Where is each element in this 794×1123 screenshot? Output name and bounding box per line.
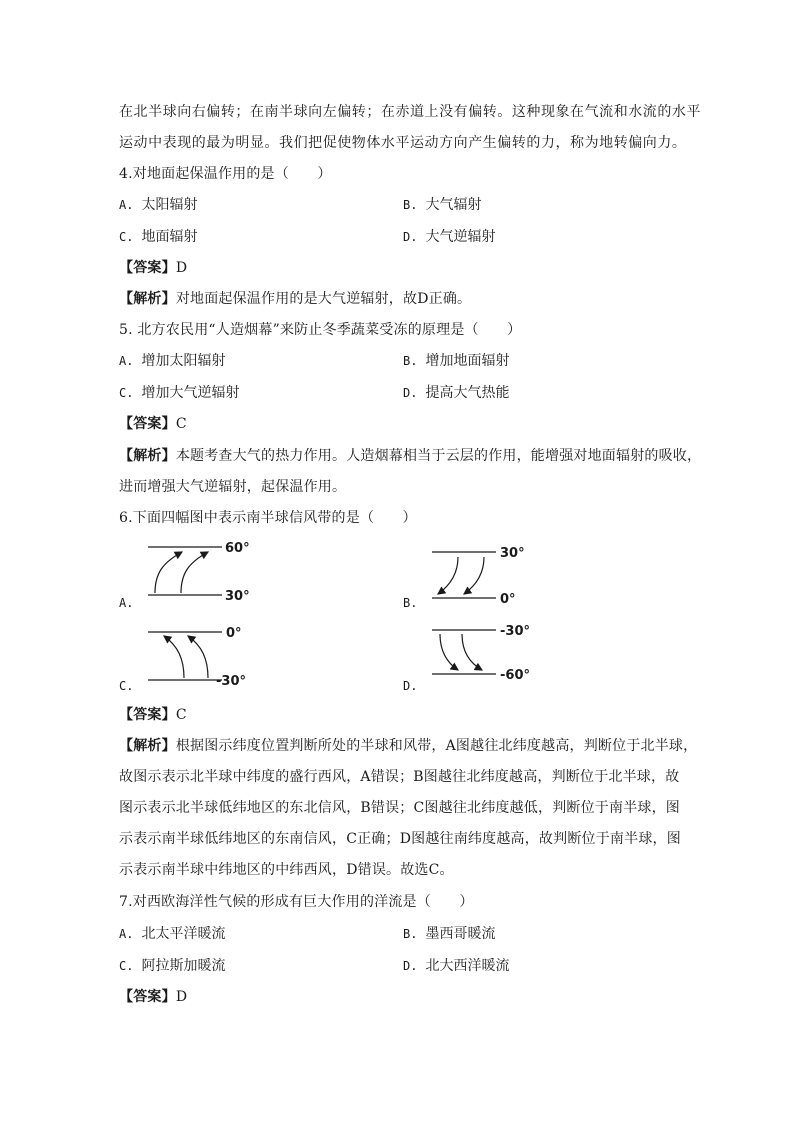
q6-analysis-line-4: 示表示南半球低纬地区的东南信风，C正确；D图越往南纬度越高，故判断位于南半球，图	[119, 831, 681, 847]
wind-arrow	[181, 552, 208, 593]
q7-option-a	[119, 925, 225, 943]
option-text: 阿拉斯加暖流	[141, 958, 226, 974]
q6-analysis-line-3: 图示表示北半球低纬地区的东北信风，B错误；C图越往北纬度越低，判断位于南半球，图	[119, 800, 680, 816]
analysis-label: 【解析】	[119, 738, 176, 754]
wind-arrow	[164, 636, 184, 678]
q4-option-c	[119, 228, 197, 246]
wind-arrow	[155, 552, 182, 593]
answer-value: C	[175, 416, 187, 432]
analysis-text: 本题考查大气的热力作用。人造烟幕相当于云层的作用，能增强对地面辐射的吸收，	[175, 448, 702, 464]
figure-d-letter: D.	[403, 679, 418, 693]
latitude-label-bottom: -30°	[216, 674, 246, 689]
q5-option-a	[119, 352, 225, 370]
q6-analysis-line-5: 示表示南半球中纬地区的中纬西风，D错误。故选C。	[119, 862, 454, 878]
option-text: 北太平洋暖流	[141, 926, 226, 942]
answer-label: 【答案】	[119, 707, 176, 723]
q7-option-c	[119, 957, 225, 975]
wind-arrow	[440, 634, 458, 670]
q5-option-b	[403, 352, 509, 370]
option-text: 墨西哥暖流	[425, 926, 496, 942]
q6-stem: 6.下面四幅图中表示南半球信风带的是（ ）	[119, 510, 417, 526]
figure-d	[424, 620, 574, 686]
analysis-label: 【解析】	[119, 448, 176, 464]
latitude-label-top: 30°	[500, 546, 525, 561]
q7-option-d	[403, 957, 509, 975]
figure-b	[424, 542, 564, 606]
option-letter: B.	[403, 354, 418, 368]
q6-analysis-line-1	[119, 737, 698, 755]
analysis-text: 对地面起保温作用的是大气逆辐射，故D正确。	[175, 291, 472, 307]
q4-analysis	[119, 290, 679, 308]
q5-answer	[119, 415, 679, 433]
q4-option-d	[403, 228, 495, 246]
figure-c	[140, 622, 280, 688]
analysis-text: 根据图示纬度位置判断所处的半球和风带，A图越往北纬度越高，判断位于北半球，	[175, 738, 698, 754]
figure-b-letter: B.	[403, 596, 418, 610]
figure-c-letter: C.	[119, 679, 134, 693]
q5-option-c	[119, 384, 239, 402]
option-letter: D.	[403, 386, 418, 400]
q4-option-b	[403, 196, 481, 214]
intro-line-2: 运动中表现的最为明显。我们把促使物体水平运动方向产生偏转的力，称为地转偏向力。	[119, 135, 687, 151]
option-text: 大气逆辐射	[425, 229, 496, 245]
q5-analysis-line-1	[119, 447, 702, 465]
q7-answer	[119, 988, 679, 1006]
q6-analysis-line-2: 故图示表示北半球中纬度的盛行西风，A错误；B图越往北纬度越高，判断位于北半球，故	[119, 769, 680, 785]
option-text: 北大西洋暖流	[425, 958, 510, 974]
q4-option-a	[119, 196, 197, 214]
option-text: 提高大气热能	[425, 385, 510, 401]
answer-value: D	[175, 260, 188, 276]
option-text: 太阳辐射	[141, 197, 198, 213]
option-text: 地面辐射	[141, 229, 198, 245]
wind-arrow	[464, 557, 484, 594]
answer-value: C	[175, 707, 187, 723]
option-letter: C.	[119, 230, 134, 244]
option-letter: B.	[403, 927, 418, 941]
answer-label: 【答案】	[119, 260, 176, 276]
option-letter: A.	[119, 354, 134, 368]
latitude-label-bottom: -60°	[500, 668, 530, 683]
analysis-label: 【解析】	[119, 291, 176, 307]
figure-a-letter: A.	[119, 596, 134, 610]
option-letter: C.	[119, 959, 134, 973]
q5-stem: 5. 北方农民用“人造烟幕”来防止冬季蔬菜受冻的原理是（ ）	[119, 322, 522, 338]
option-letter: C.	[119, 386, 134, 400]
option-text: 增加太阳辐射	[141, 353, 226, 369]
latitude-label-bottom: 0°	[500, 592, 516, 607]
wind-arrow	[188, 636, 208, 678]
answer-label: 【答案】	[119, 416, 176, 432]
answer-label: 【答案】	[119, 989, 176, 1005]
latitude-label-top: -30°	[500, 624, 530, 639]
latitude-label-top: 0°	[226, 626, 242, 641]
q5-analysis-line-2: 进而增强大气逆辐射，起保温作用。	[119, 479, 347, 495]
wind-arrow	[462, 634, 482, 670]
q4-stem: 4.对地面起保温作用的是（ ）	[119, 166, 332, 182]
option-letter: B.	[403, 198, 418, 212]
wind-arrow	[438, 557, 458, 594]
option-letter: D.	[403, 230, 418, 244]
option-letter: D.	[403, 959, 418, 973]
option-letter: A.	[119, 927, 134, 941]
latitude-label-top: 60°	[225, 541, 250, 556]
q7-option-b	[403, 925, 495, 943]
intro-line-1: 在北半球向右偏转；在南半球向左偏转；在赤道上没有偏转。这种现象在气流和水流的水平	[119, 104, 701, 120]
option-text: 增加大气逆辐射	[141, 385, 240, 401]
q6-answer	[119, 706, 679, 724]
q4-answer	[119, 259, 679, 277]
latitude-label-bottom: 30°	[225, 589, 250, 604]
option-text: 大气辐射	[425, 197, 482, 213]
option-letter: A.	[119, 198, 134, 212]
q5-option-d	[403, 384, 509, 402]
answer-value: D	[175, 989, 188, 1005]
figure-a	[140, 536, 280, 606]
q7-stem: 7.对西欧海洋性气候的形成有巨大作用的洋流是（ ）	[119, 894, 474, 910]
option-text: 增加地面辐射	[425, 353, 510, 369]
